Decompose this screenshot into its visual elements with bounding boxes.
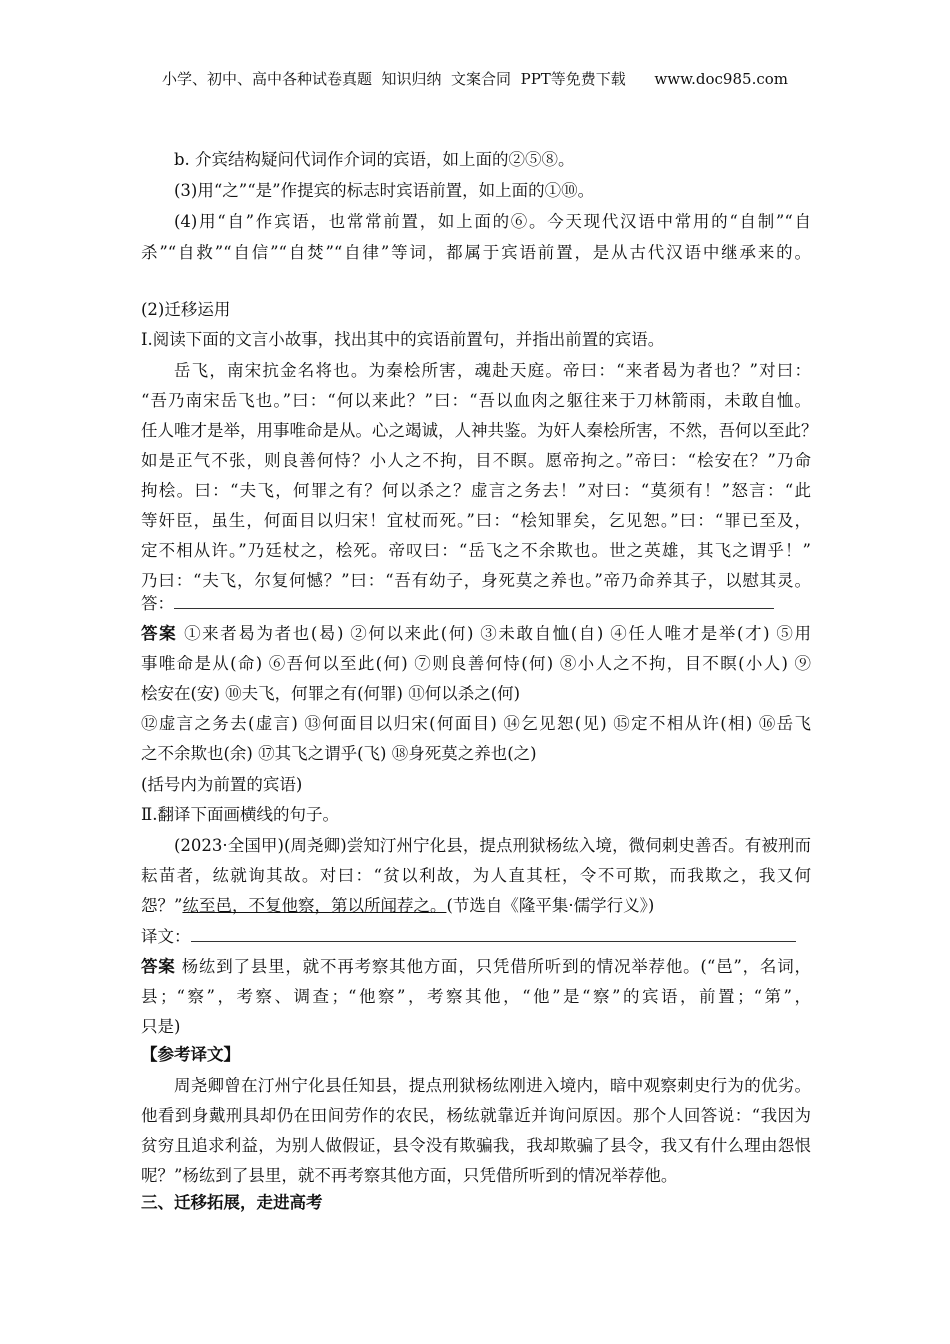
text-line: [141, 360, 811, 382]
line-text: 等奸臣，虽生，何面目以归宋！宜杖而死。”曰：“桧知罪矣，乞见恕。”曰：“罪已至及，: [141, 511, 811, 530]
line-text: 任人唯才是举，用事唯命是从。心之竭诚，人神共鉴。为奸人秦桧所害，不然，吾何以至此？: [141, 421, 818, 440]
line-text: 桧安在(安) ⑩夫飞，何罪之有(何罪) ⑪何以杀之(何): [141, 684, 521, 703]
text-line: [141, 480, 811, 502]
line-text: 如是正气不张，则良善何恃？小人之不拘，目不瞑。愿帝拘之。”帝曰：“桧安在？”乃命: [141, 451, 811, 470]
text-line: [141, 149, 811, 171]
line-text: 杀”“自救”“自信”“自焚”“自律”等词，都属于宾语前置，是从古代汉语中继承来的。: [141, 243, 811, 262]
answer-blank[interactable]: [174, 594, 774, 609]
text-line: [141, 1165, 811, 1187]
line-text: 怨？”: [141, 896, 183, 915]
text-line: [141, 329, 811, 351]
line-text: 译文：: [141, 927, 191, 946]
line-text: 拘桧。曰：“夫飞，何罪之有？何以杀之？虚言之务去！”对曰：“莫须有！”怒言：“此: [141, 481, 811, 500]
line-text: Ⅱ.翻译下面画横线的句子。: [141, 805, 339, 824]
line-text: (2)迁移运用: [141, 300, 231, 319]
text-line: [141, 623, 811, 645]
line-text: 三、迁移拓展，走进高考: [141, 1193, 323, 1212]
text-line: [141, 743, 811, 765]
line-text: Ⅰ.阅读下面的文言小故事，找出其中的宾语前置句，并指出前置的宾语。: [141, 330, 665, 349]
line-text: b. 介宾结构疑问代词作介词的宾语，如上面的②⑤⑧。: [174, 150, 575, 169]
line-text: 他看到身戴刑具却仍在田间劳作的农民，杨纮就靠近并询问原因。那个人回答说：“我因为: [141, 1106, 811, 1125]
text-line: [141, 390, 811, 412]
text-line: [141, 450, 811, 472]
line-text: 之不余欺也(余) ⑰其飞之谓乎(飞) ⑱身死莫之养也(之): [141, 744, 537, 763]
text-line: [141, 510, 811, 532]
text-line: [141, 570, 811, 592]
answer-label: 答案: [141, 957, 176, 976]
line-text: ⑫虚言之务去(虚言) ⑬何面目以归宋(何面目) ⑭乞见恕(见) ⑮定不相从许(相) ⑯岳飞: [141, 714, 811, 733]
line-text: 事唯命是从(命) ⑥吾何以至此(何) ⑦则良善何恃(何) ⑧小人之不拘，目不瞑(小人) ⑨: [141, 654, 811, 673]
line-text: (括号内为前置的宾语): [141, 775, 303, 794]
text-line: [141, 211, 811, 233]
text-line: [141, 1105, 811, 1127]
line-text: “吾乃南宋岳飞也。”曰：“何以来此？”曰：“吾以血肉之躯往来于刀林箭雨，未敢自恤。: [141, 391, 811, 410]
text-line: [141, 1192, 811, 1214]
text-line: [141, 1135, 811, 1157]
text-line: [141, 926, 811, 948]
answer-label: 答案: [141, 624, 178, 643]
line-text: (4)用“自”作宾语，也常常前置，如上面的⑥。今天现代汉语中常用的“自制”“自: [174, 212, 811, 231]
line-text: 县；“察”，考察、调查；“他察”，考察其他，“他”是“察”的宾语，前置；“第”，: [141, 987, 811, 1006]
line-text: 只是): [141, 1017, 181, 1036]
text-line: [141, 895, 811, 917]
text-line: [141, 774, 811, 796]
line-text: 乃曰：“夫飞，尔复何憾？”曰：“吾有幼子，身死莫之养也。”帝乃命养其子，以慰其灵。: [141, 571, 811, 590]
text-line: [141, 986, 811, 1008]
line-text: 岳飞，南宋抗金名将也。为秦桧所害，魂赴天庭。帝曰：“来者曷为者也？”对曰：: [174, 361, 811, 380]
text-line: [141, 540, 811, 562]
line-text: ①来者曷为者也(曷) ②何以来此(何) ③未敢自恤(自) ④任人唯才是举(才) ⑤用: [177, 624, 811, 643]
text-line: [141, 1016, 811, 1038]
line-text: 贫穷且追求利益，为别人做假证，县令没有欺骗我，我却欺骗了县令，我又有什么理由怨恨: [141, 1136, 811, 1155]
line-text: (2023·全国甲)(周尧卿)尝知汀州宁化县，提点刑狱杨纮入境，微伺刺史善否。有被刑而: [174, 836, 811, 855]
line-text: 耘苗者，纮就询其故。对曰：“贫以利故，为人直其枉，令不可欺，而我欺之，我又何: [141, 866, 811, 885]
text-line: [141, 299, 811, 321]
text-line: [141, 242, 811, 264]
text-line: [141, 593, 811, 615]
text-line: [141, 1075, 811, 1097]
answer-blank[interactable]: [191, 927, 796, 942]
underlined-sentence: 纮至邑，不复他察，第以所闻荐之。: [182, 896, 447, 915]
line-text: 呢？”杨纮到了县里，就不再考察其他方面，只凭借所听到的情况举荐他。: [141, 1166, 678, 1185]
line-text: (3)用“之”“是”作提宾的标志时宾语前置，如上面的①⑩。: [174, 181, 595, 200]
text-line: [141, 835, 811, 857]
source-citation: (节选自《隆平集·儒学行义》): [446, 896, 655, 915]
line-text: 周尧卿曾在汀州宁化县任知县，提点刑狱杨纮刚进入境内，暗中观察刺史行为的优劣。: [174, 1076, 811, 1095]
line-text: 答：: [141, 594, 174, 613]
text-line: [141, 956, 811, 978]
text-line: [141, 1044, 811, 1066]
text-line: [141, 180, 811, 202]
text-line: [141, 865, 811, 887]
text-line: [141, 653, 811, 675]
text-line: [141, 683, 811, 705]
text-line: [141, 713, 811, 735]
text-line: [141, 804, 811, 826]
page-header: 小学、初中、高中各种试卷真题 知识归纳 文案合同 PPT等免费下载 www.doc985.com: [161, 70, 788, 88]
line-text: 【参考译文】: [141, 1045, 240, 1064]
line-text: 杨纮到了县里，就不再考察其他方面，只凭借所听到的情况举荐他。(“邑”，名词，: [175, 957, 811, 976]
line-text: 定不相从许。”乃廷杖之，桧死。帝叹曰：“岳飞之不余欺也。世之英雄，其飞之谓乎！”: [141, 541, 811, 560]
text-line: [141, 420, 818, 442]
